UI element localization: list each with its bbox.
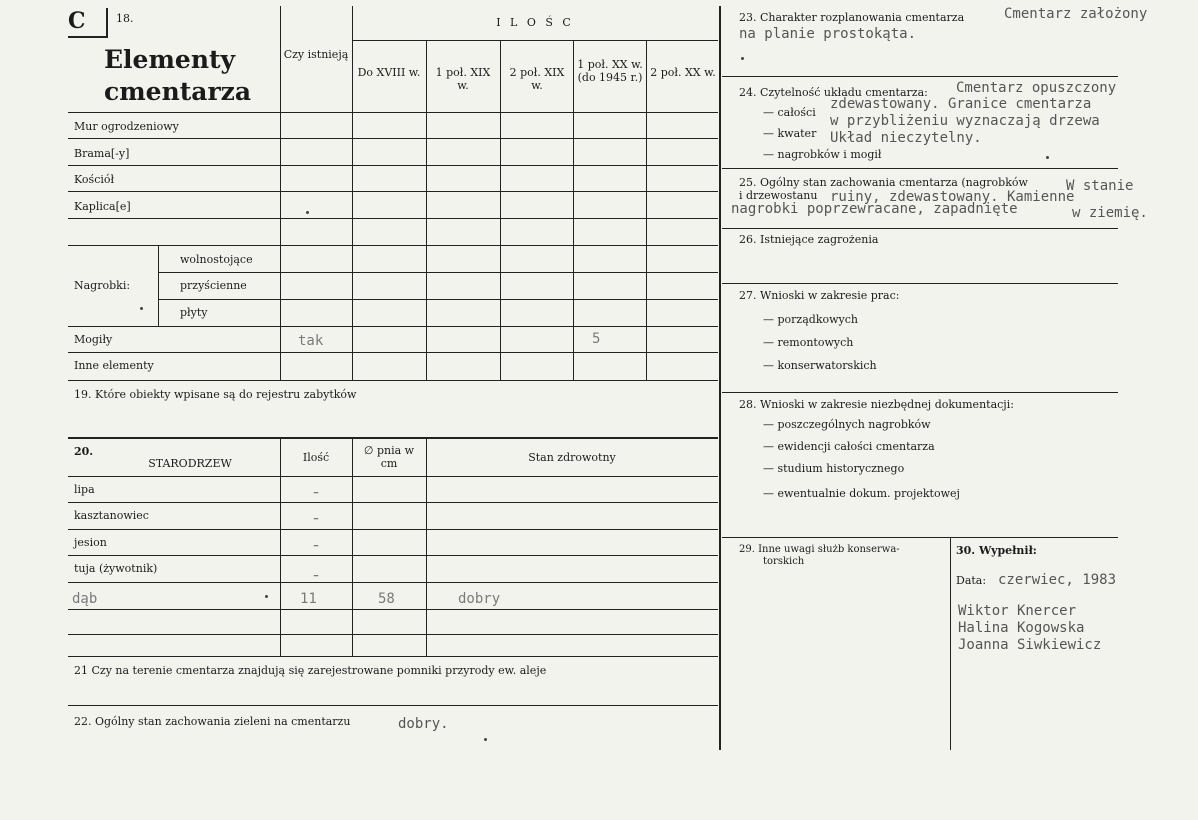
row-label-wall: Mur ogrodzeniowy xyxy=(74,120,179,133)
q27-item-cleanup: — porządkowych xyxy=(763,313,858,326)
speck xyxy=(265,595,268,598)
tree-name-oak: dąb xyxy=(72,591,98,607)
rule xyxy=(68,705,718,706)
rule xyxy=(158,245,159,326)
rule xyxy=(573,40,574,380)
trees-number: 20. xyxy=(74,445,94,458)
q24-answer-line2: zdewastowany. Granice cmentarza xyxy=(830,96,1092,112)
q24-answer-line1: Cmentarz opuszczony xyxy=(956,80,1117,96)
row-label-tombstones: Nagrobki: xyxy=(74,279,131,292)
rule xyxy=(426,40,427,380)
header-quantity: I L O Ś C xyxy=(496,16,574,29)
rule xyxy=(950,537,951,750)
filler-name-3: Joanna Siwkiewicz xyxy=(958,637,1102,653)
tree-qty-linden: – xyxy=(313,486,319,499)
speck xyxy=(306,211,309,214)
speck xyxy=(741,57,744,60)
rule xyxy=(158,299,718,300)
rule xyxy=(352,437,353,656)
trees-header-name: STARODRZEW xyxy=(148,457,232,470)
q30-date-value: czerwiec, 1983 xyxy=(998,572,1117,588)
rule xyxy=(722,228,1118,229)
q25-answer-line2: ruiny, zdewastowany. Kamienne xyxy=(830,189,1075,205)
rule xyxy=(68,555,718,556)
filler-name-1: Wiktor Knercer xyxy=(958,603,1077,619)
row-label-chapel: Kaplica[e] xyxy=(74,200,131,213)
rule xyxy=(68,609,718,610)
rule xyxy=(352,6,353,380)
tombstone-type-wall: przyścienne xyxy=(180,279,247,292)
tree-qty-oak: 11 xyxy=(300,591,317,607)
graves-count-value: 5 xyxy=(592,331,601,347)
rule xyxy=(722,537,1118,538)
rule xyxy=(68,352,718,353)
rule xyxy=(68,656,718,657)
graves-exists-value: tak xyxy=(298,333,324,349)
speck xyxy=(484,738,487,741)
header-period-1: Do XVIII w. xyxy=(357,66,421,79)
rule xyxy=(68,245,718,246)
tree-diam-oak: 58 xyxy=(378,591,395,607)
trees-header-health: Stan zdrowotny xyxy=(528,451,616,464)
rule xyxy=(68,112,718,113)
trees-header-diam: ∅ pnia w cm xyxy=(363,444,415,470)
rule xyxy=(280,6,281,380)
rule xyxy=(722,392,1118,393)
speck xyxy=(1046,156,1049,159)
q29-label-line2: torskich xyxy=(763,556,805,567)
section-number: 18. xyxy=(116,12,134,25)
tree-name-thuja: tuja (żywotnik) xyxy=(74,562,158,575)
q27-item-conservation: — konserwatorskich xyxy=(763,359,877,372)
rule xyxy=(68,165,718,166)
q24-item-quarters: — kwater xyxy=(763,127,817,140)
q23-answer-line2: na planie prostokąta. xyxy=(739,26,917,42)
q24-item-graves: — nagrobków i mogił xyxy=(763,148,882,161)
rule xyxy=(68,437,718,439)
header-period-3: 2 poł. XIX w. xyxy=(509,66,565,92)
tree-qty-chestnut: – xyxy=(313,512,319,525)
q24-answer-line3: w przybliżeniu wyznaczają drzewa xyxy=(830,113,1100,129)
tree-qty-ash: – xyxy=(313,539,319,552)
header-period-2: 1 poł. XIX w. xyxy=(435,66,491,92)
rule xyxy=(646,40,647,380)
rule xyxy=(722,283,1118,284)
rule xyxy=(68,529,718,530)
section-title-line1: Elementy xyxy=(104,45,236,74)
rule xyxy=(68,138,718,139)
q28-item-history: — studium historycznego xyxy=(763,462,905,475)
section-box xyxy=(68,8,108,38)
q22-answer: dobry. xyxy=(398,716,449,732)
trees-header-qty: Ilość xyxy=(302,451,330,464)
row-label-other: Inne elementy xyxy=(74,359,154,372)
tree-qty-thuja: – xyxy=(313,569,319,582)
header-exists: Czy istnieją xyxy=(283,48,349,61)
rule xyxy=(68,582,718,583)
tombstone-type-slabs: płyty xyxy=(180,306,208,319)
speck xyxy=(140,307,143,310)
row-label-graves: Mogiły xyxy=(74,333,113,346)
q26-label: 26. Istniejące zagrożenia xyxy=(739,233,879,246)
q30-label: 30. Wypełnił: xyxy=(956,544,1037,557)
q25-label-line1: 25. Ogólny stan zachowania cmentarza (nagrobków xyxy=(739,176,1028,189)
rule xyxy=(68,218,718,219)
rule xyxy=(68,502,718,503)
q22-label: 22. Ogólny stan zachowania zieleni na cmentarzu xyxy=(74,715,351,728)
q29-label-line1: 29. Inne uwagi służb konserwa- xyxy=(739,544,900,555)
row-label-gate: Brama[-y] xyxy=(74,147,130,160)
q25-label-line2: i drzewostanu xyxy=(739,189,818,202)
tombstone-type-freestanding: wolnostojące xyxy=(180,253,253,266)
q24-answer-line4: Układ nieczytelny. xyxy=(830,130,982,146)
rule xyxy=(68,476,718,477)
q28-item-tombstones: — poszczególnych nagrobków xyxy=(763,418,931,431)
q23-answer-line1: Cmentarz założony xyxy=(1004,6,1148,22)
rule xyxy=(68,326,718,327)
q28-item-records: — ewidencji całości cmentarza xyxy=(763,440,935,453)
q24-item-whole: — całości xyxy=(763,106,816,119)
rule xyxy=(68,380,718,381)
tree-health-oak: dobry xyxy=(458,591,501,607)
header-period-4: 1 poł. XX w. (do 1945 r.) xyxy=(577,58,643,84)
rule xyxy=(352,40,718,41)
tree-name-ash: jesion xyxy=(74,536,107,549)
q30-date-label: Data: xyxy=(956,574,987,587)
q25-answer-line3: nagrobki poprzewracane, zapadnięte xyxy=(731,201,1018,217)
q25-answer-line1: W stanie xyxy=(1066,178,1134,194)
rule xyxy=(280,437,281,656)
section-letter: C xyxy=(68,8,86,34)
q27-item-repair: — remontowych xyxy=(763,336,854,349)
q19-label: 19. Które obiekty wpisane są do rejestru zabytków xyxy=(74,388,357,401)
center-divider xyxy=(719,6,721,750)
rule xyxy=(68,191,718,192)
rule xyxy=(500,40,501,380)
rule xyxy=(158,272,718,273)
header-period-5: 2 poł. XX w. xyxy=(650,66,716,79)
q28-label: 28. Wnioski w zakresie niezbędnej dokumentacji: xyxy=(739,398,1014,411)
q24-label: 24. Czytelność układu cmentarza: xyxy=(739,86,928,99)
q21-label: 21 Czy na terenie cmentarza znajdują się zarejestrowane pomniki przyrody ew. aleje xyxy=(74,664,547,677)
row-label-church: Kościół xyxy=(74,173,115,186)
rule xyxy=(722,168,1118,169)
section-title-line2: cmentarza xyxy=(104,77,252,106)
q27-label: 27. Wnioski w zakresie prac: xyxy=(739,289,900,302)
q25-answer-line4: w ziemię. xyxy=(1072,205,1148,221)
tree-name-chestnut: kasztanowiec xyxy=(74,509,149,522)
q23-label: 23. Charakter rozplanowania cmentarza xyxy=(739,11,965,24)
q28-item-project: — ewentualnie dokum. projektowej xyxy=(763,487,960,500)
filler-name-2: Halina Kogowska xyxy=(958,620,1085,636)
rule xyxy=(722,76,1118,77)
rule xyxy=(68,634,718,635)
tree-name-linden: lipa xyxy=(74,483,95,496)
rule xyxy=(426,437,427,656)
